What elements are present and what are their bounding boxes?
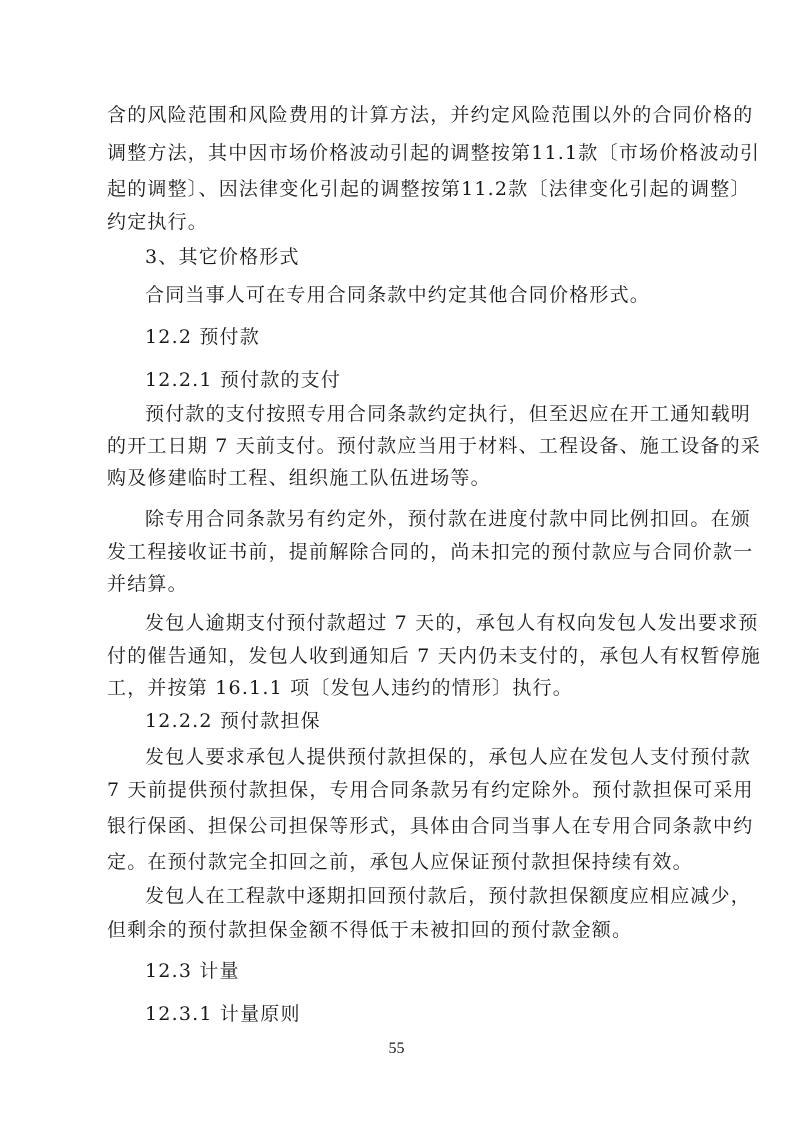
text-line: 银行保函、担保公司担保等形式，具体由合同当事人在专用合同条款中约 [107,815,754,837]
text-line: 调整方法，其中因市场价格波动引起的调整按第11.1款〔市场价格波动引 [107,142,761,164]
text-line: 发包人要求承包人提供预付款担保的，承包人应在发包人支付预付款 [145,746,752,768]
text-line: 的开工日期 7 天前支付。预付款应当用于材料、工程设备、施工设备的采 [107,435,761,457]
section-heading: 12.2 预付款 [145,326,260,348]
text-line: 发包人逾期支付预付款超过 7 天的，承包人有权向发包人发出要求预 [145,612,759,634]
text-line: 付的催告通知，发包人收到通知后 7 天内仍未支付的，承包人有权暂停施 [107,645,761,667]
page-number: 55 [388,1040,405,1057]
text-line: 起的调整〕、因法律变化引起的调整按第11.2款〔法律变化引起的调整〕 [107,178,751,200]
text-line: 工，并按第 16.1.1 项〔发包人违约的情形〕执行。 [107,677,573,699]
text-line: 发包人在工程款中逐期扣回预付款后，预付款担保额度应相应减少， [145,885,752,907]
text-line: 7 天前提供预付款担保，专用合同条款另有约定除外。预付款担保可采用 [107,779,754,801]
text-line: 并结算。 [107,573,188,595]
text-line: 发工程接收证书前，提前解除合同的，尚未扣完的预付款应与合同价款一 [107,541,754,563]
section-heading: 12.3 计量 [145,960,240,982]
text-line: 合同当事人可在专用合同条款中约定其他合同价格形式。 [145,284,651,306]
text-line: 定。在预付款完全扣回之前，承包人应保证预付款担保持续有效。 [107,851,693,873]
text-line: 预付款的支付按照专用合同条款约定执行，但至迟应在开工通知载明 [145,403,752,425]
text-line: 含的风险范围和风险费用的计算方法，并约定风险范围以外的合同价格的 [107,104,754,126]
section-heading: 12.2.2 预付款担保 [145,710,321,732]
section-heading: 12.3.1 计量原则 [145,1003,301,1025]
section-heading: 12.2.1 预付款的支付 [145,369,342,391]
text-line: 除专用合同条款另有约定外，预付款在进度付款中同比例扣回。在颁 [145,508,752,530]
section-heading: 3、其它价格形式 [145,246,300,268]
text-line: 但剩余的预付款担保金额不得低于未被扣回的预付款金额。 [107,919,633,941]
text-line: 约定执行。 [107,211,209,233]
text-line: 购及修建临时工程、组织施工队伍进场等。 [107,467,491,489]
